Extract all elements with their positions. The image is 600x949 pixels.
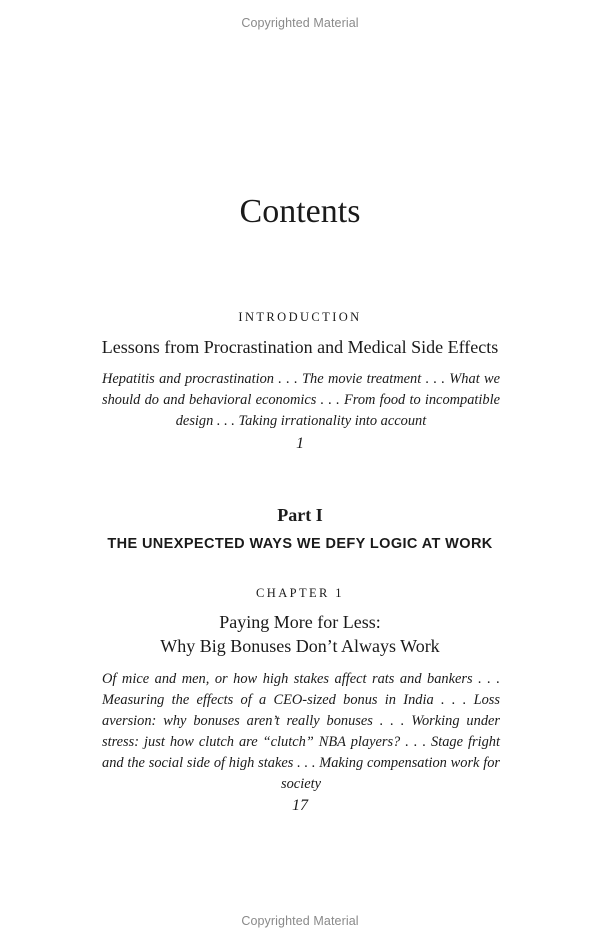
chapter-page-number: 17: [292, 797, 308, 814]
part-title: THE UNEXPECTED WAYS WE DEFY LOGIC AT WORK: [107, 536, 493, 552]
introduction-description: Hepatitis and procrastination . . . The movie treatment . . . What we should do and behavioral economics . . . From food to incompatible design . . . Taking irrationality into account: [102, 371, 500, 429]
introduction-page-number: 1: [296, 435, 304, 452]
chapter-description: Of mice and men, or how high stakes affect rats and bankers . . . Measuring the effects of a CEO-sized bonus in India . . . Loss aversion: why bonuses aren’t really bonuses . . . Working under stress: just how clutch are “clutch” NBA players? . . . Stage fright and the social side of high stakes . . . Making compensation work for society: [102, 671, 500, 792]
page-title: Contents: [239, 193, 361, 230]
part-label: Part I: [277, 505, 323, 525]
introduction-label: INTRODUCTION: [238, 310, 362, 324]
chapter-title-line2: Why Big Bonuses Don’t Always Work: [160, 636, 440, 656]
chapter-label: CHAPTER 1: [256, 586, 344, 600]
introduction-title: Lessons from Procrastination and Medical Side Effects: [101, 337, 499, 357]
copyright-watermark-bottom: Copyrighted Material: [241, 914, 359, 928]
copyright-watermark-top: Copyrighted Material: [241, 16, 359, 30]
chapter-title-line1: Paying More for Less:: [219, 612, 381, 632]
